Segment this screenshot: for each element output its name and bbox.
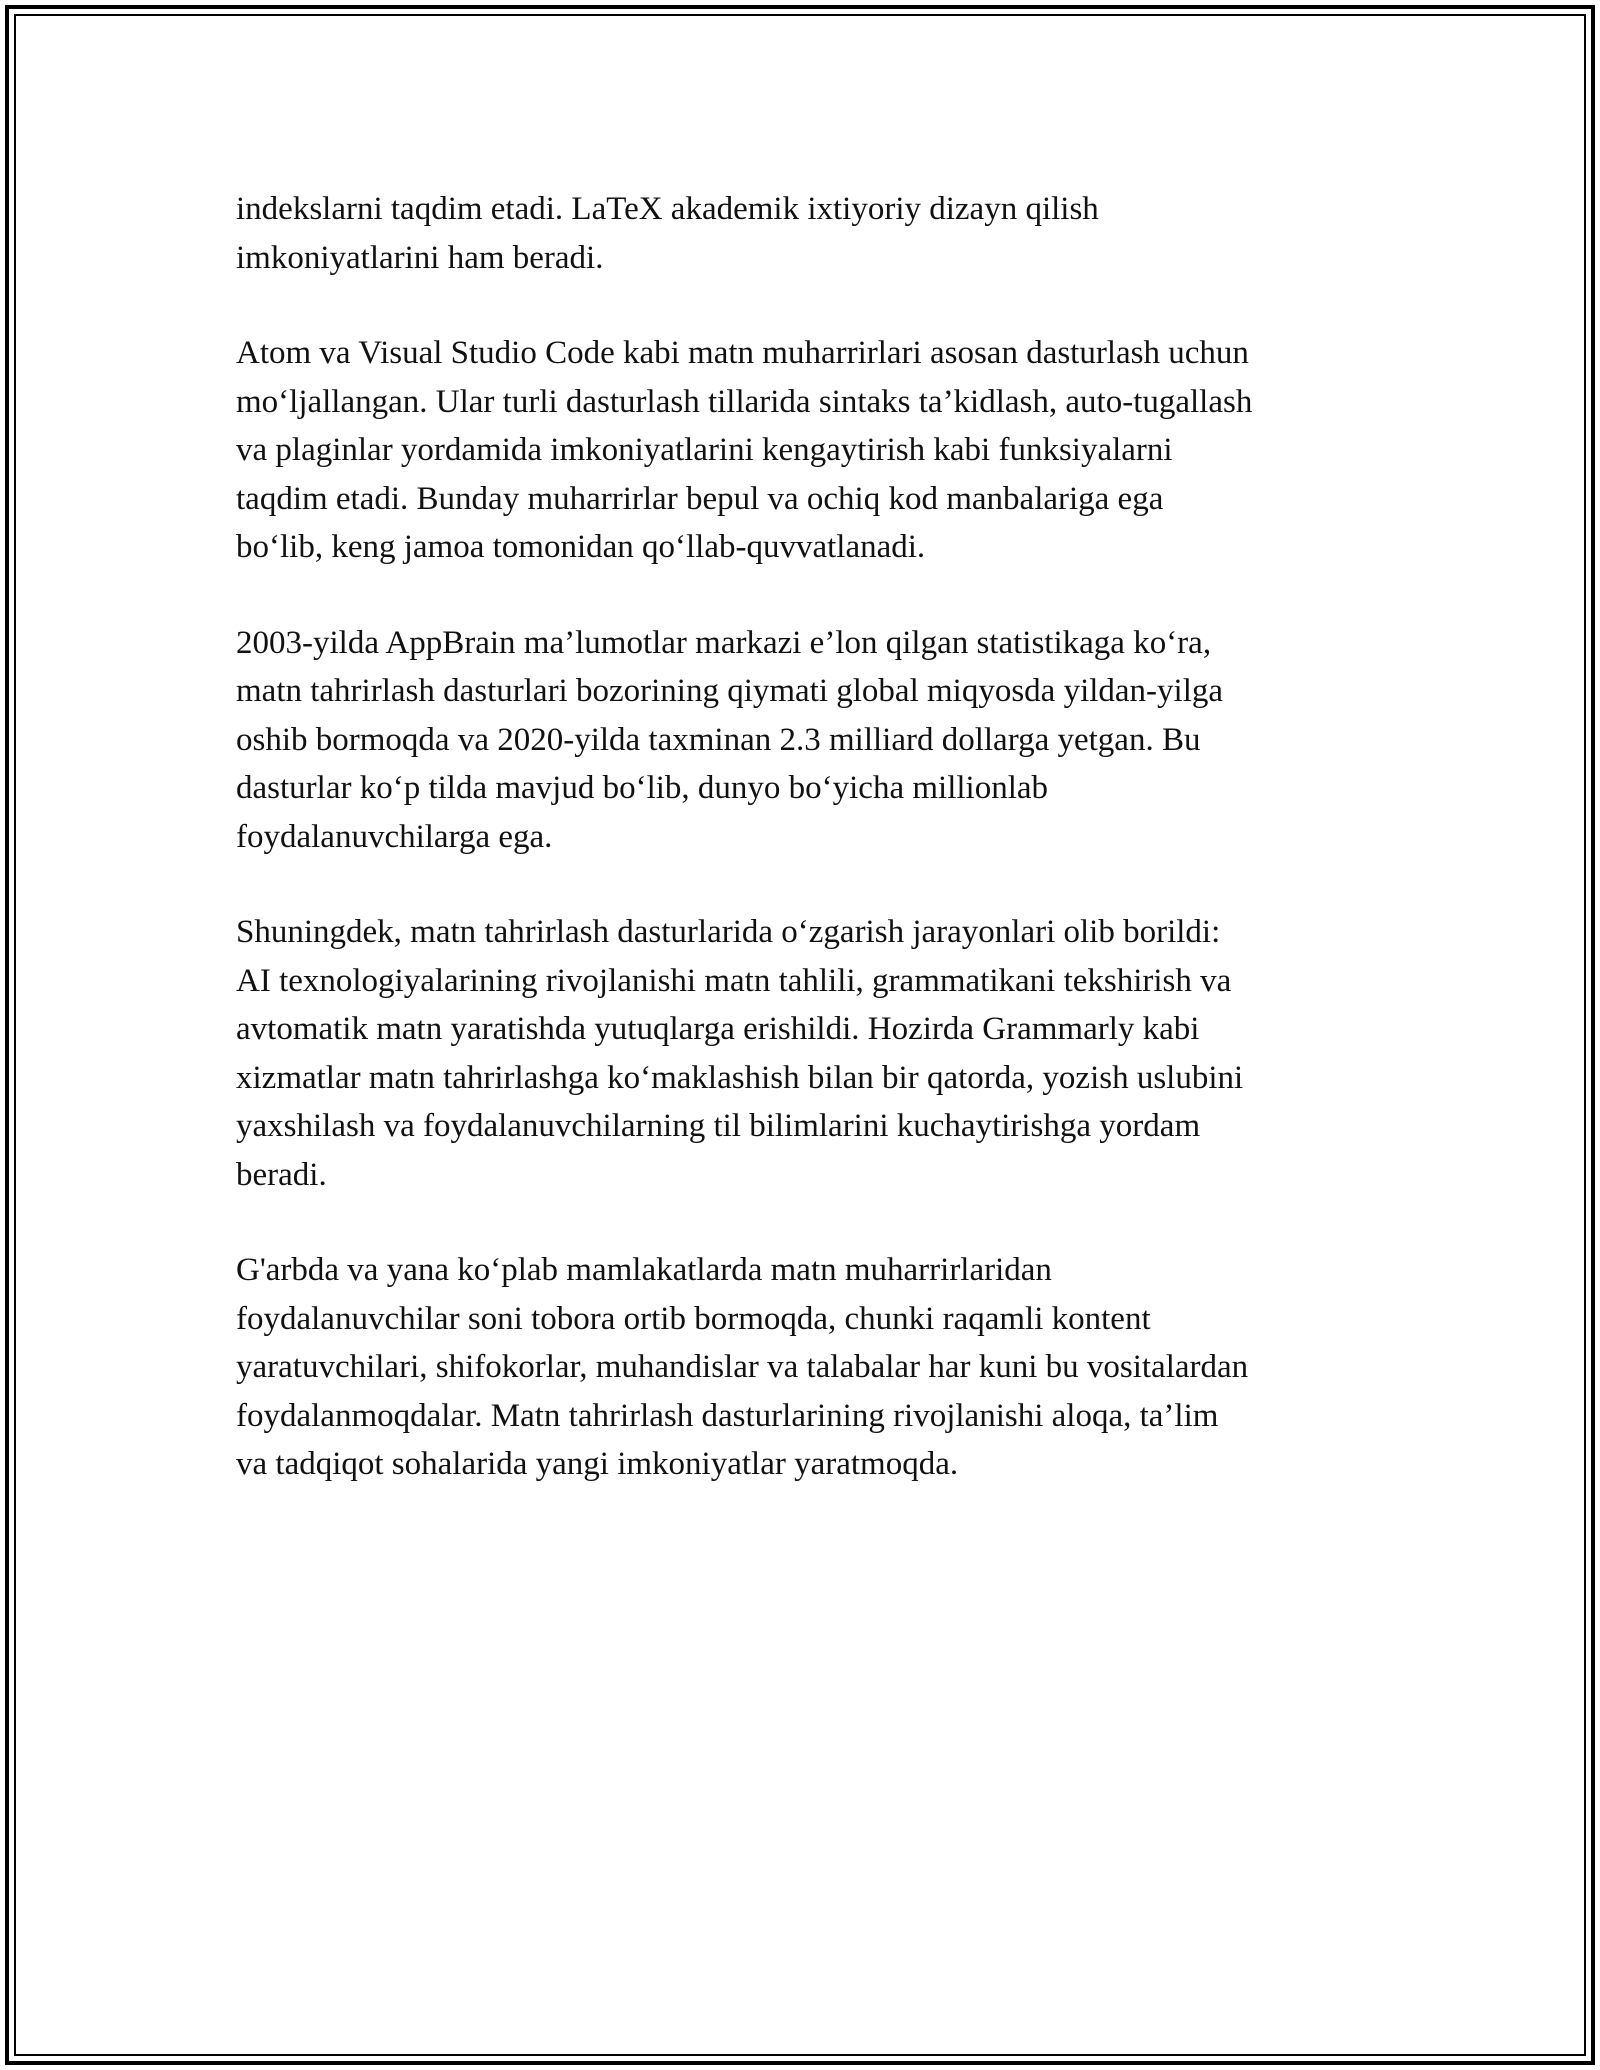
document-body <box>236 185 1376 1536</box>
text-line: beradi. <box>236 1156 327 1193</box>
text-line: imkoniyatlarini ham beradi. <box>236 239 604 276</box>
text-line: yaratuvchilari, shifokorlar, muhandislar va talabalar har kuni bu vositalardan <box>236 1349 1249 1385</box>
text-line: va plaginlar yordamida imkoniyatlarini kengaytirish kabi funksiyalarni <box>236 432 1173 468</box>
paragraph-usage-growth <box>236 1246 1376 1489</box>
text-line: foydalanuvchilar soni tobora ortib bormoqda, chunki raqamli kontent <box>236 1300 1151 1337</box>
text-line: taqdim etadi. Bunday muharrirlar bepul va ochiq kod manbalariga ega <box>236 480 1164 517</box>
paragraph-ai-changes <box>236 908 1376 1199</box>
text-line: G'arbda va yana ko‘plab mamlakatlarda matn muharrirlaridan <box>236 1252 1052 1288</box>
text-line: yaxshilash va foydalanuvchilarning til bilimlarini kuchaytirishga yordam <box>236 1108 1201 1144</box>
text-line: bo‘lib, keng jamoa tomonidan qo‘llab-quvvatlanadi. <box>236 529 926 565</box>
text-line: matn tahrirlash dasturlari bozorining qiymati global miqyosda yildan-yilga <box>236 673 1224 709</box>
text-line: foydalanmoqdalar. Matn tahrirlash dasturlarining rivojlanishi aloqa, ta’lim <box>236 1397 1219 1434</box>
paragraph-statistics <box>236 619 1376 862</box>
paragraph-latex <box>236 185 1376 282</box>
text-line: xizmatlar matn tahrirlashga ko‘maklashish bilan bir qatorda, yozish uslubini <box>236 1059 1244 1096</box>
text-line: foydalanuvchilarga ega. <box>236 818 553 855</box>
text-line: 2003-yilda AppBrain ma’lumotlar markazi e’lon qilgan statistikaga ko‘ra, <box>236 624 1212 661</box>
text-line: va tadqiqot sohalarida yangi imkoniyatlar yaratmoqda. <box>236 1446 959 1482</box>
text-line: AI texnologiyalarining rivojlanishi matn tahlili, grammatikani tekshirish va <box>236 962 1232 999</box>
text-line: indekslarni taqdim etadi. LaTeX akademik ixtiyoriy dizayn qilish <box>236 191 1099 227</box>
text-line: Atom va Visual Studio Code kabi matn muharrirlari asosan dasturlash uchun <box>236 335 1249 371</box>
text-line: mo‘ljallangan. Ular turli dasturlash tillarida sintaks ta’kidlash, auto-tugallash <box>236 383 1253 420</box>
paragraph-code-editors <box>236 329 1376 572</box>
text-line: oshib bormoqda va 2020-yilda taxminan 2.3 milliard dollarga yetgan. Bu <box>236 721 1201 758</box>
text-line: Shuningdek, matn tahrirlash dasturlarida o‘zgarish jarayonlari olib borildi: <box>236 914 1221 950</box>
text-line: dasturlar ko‘p tilda mavjud bo‘lib, dunyo bo‘yicha millionlab <box>236 770 1049 806</box>
text-line: avtomatik matn yaratishda yutuqlarga erishildi. Hozirda Grammarly kabi <box>236 1011 1200 1047</box>
